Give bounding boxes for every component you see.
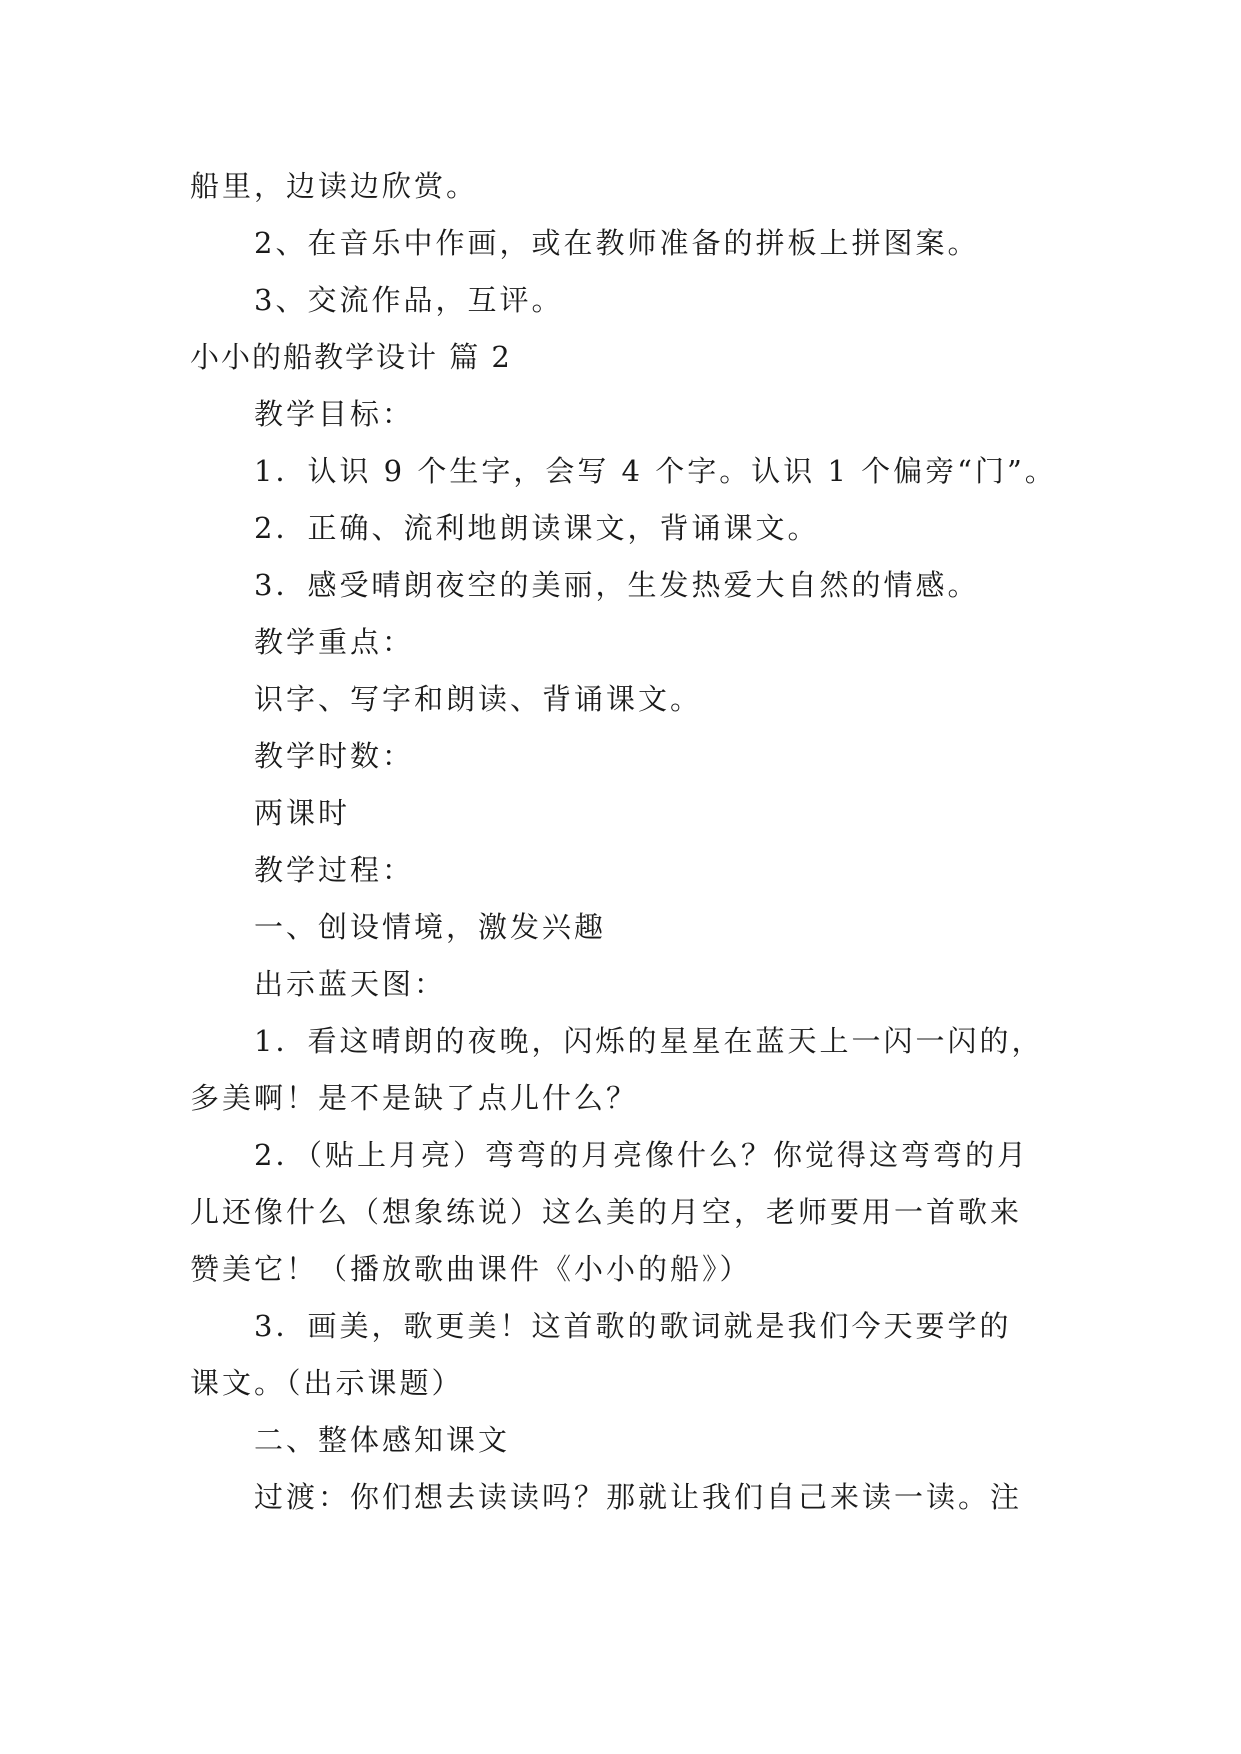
paragraph-line: 3．感受晴朗夜空的美丽，生发热爱大自然的情感。 <box>254 568 980 602</box>
paragraph-line: 教学目标： <box>254 397 415 431</box>
section-heading: 小小的船教学设计 篇 2 <box>190 340 512 374</box>
paragraph-line: 教学时数： <box>254 739 415 773</box>
paragraph-line: 3．画美，歌更美！这首歌的歌词就是我们今天要学的 <box>254 1309 1012 1343</box>
paragraph-line: 3、交流作品，互评。 <box>254 283 564 317</box>
paragraph-line: 识字、写字和朗读、背诵课文。 <box>254 682 703 716</box>
paragraph-line: 2．（贴上月亮）弯弯的月亮像什么？你觉得这弯弯的月 <box>254 1138 1029 1172</box>
paragraph-line: 多美啊！是不是缺了点儿什么？ <box>190 1081 639 1115</box>
paragraph-line: 过渡：你们想去读读吗？那就让我们自己来读一读。注 <box>254 1480 1023 1514</box>
paragraph-line: 赞美它！（播放歌曲课件《小小的船》） <box>190 1252 752 1286</box>
paragraph-line: 一、创设情境，激发兴趣 <box>254 910 607 944</box>
paragraph-line: 1．认识 9 个生字，会写 4 个字。认识 1 个偏旁“门”。 <box>254 454 1057 488</box>
paragraph-line: 两课时 <box>254 796 351 830</box>
paragraph-line: 二、整体感知课文 <box>254 1423 511 1457</box>
paragraph-line: 船里，边读边欣赏。 <box>190 169 479 203</box>
paragraph-line: 儿还像什么（想象练说）这么美的月空，老师要用一首歌来 <box>190 1195 1023 1229</box>
paragraph-line: 1．看这晴朗的夜晚，闪烁的星星在蓝天上一闪一闪的， <box>254 1024 1044 1058</box>
paragraph-line: 出示蓝天图： <box>254 967 447 1001</box>
paragraph-line: 2．正确、流利地朗读课文，背诵课文。 <box>254 511 820 545</box>
paragraph-line: 教学过程： <box>254 853 415 887</box>
paragraph-line: 课文。（出示课题） <box>190 1366 464 1400</box>
paragraph-line: 2、在音乐中作画，或在教师准备的拼板上拼图案。 <box>254 226 980 260</box>
paragraph-line: 教学重点： <box>254 625 415 659</box>
